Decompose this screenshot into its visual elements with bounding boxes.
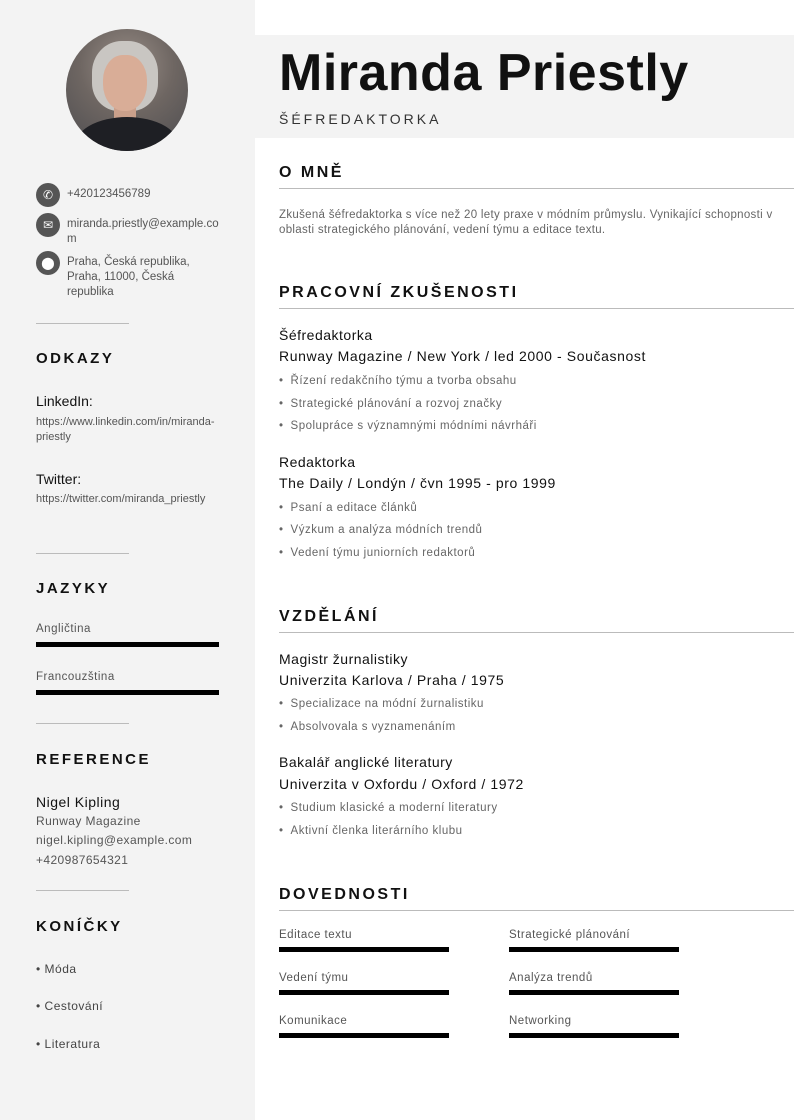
skill-name: Komunikace [279,1015,348,1027]
job-bullet: • Psaní a editace článků [279,502,417,514]
links-heading: ODKAZY [36,350,115,367]
profile-title: ŠÉFREDAKTORKA [279,111,442,127]
section-divider [279,632,794,633]
twitter-url[interactable]: https://twitter.com/miranda_priestly [36,493,206,505]
job-bullet: • Výzkum a analýza módních trendů [279,524,482,536]
twitter-label: Twitter: [36,471,82,487]
email-text[interactable]: miranda.priestly@example.com [67,218,219,245]
skill-level-bar [279,1033,449,1038]
hobby-item: • Literatura [36,1037,101,1051]
language-level-bar [36,642,219,647]
skill-name: Networking [509,1015,572,1027]
sidebar [0,0,255,1120]
linkedin-label: LinkedIn: [36,393,93,409]
sidebar-divider [36,553,129,554]
reference-company: Runway Magazine [36,814,141,828]
job-org: The Daily / Londýn / čvn 1995 - pro 1999 [279,475,556,491]
education-degree: Magistr žurnalistiky [279,651,409,667]
contact-address [36,251,226,300]
sidebar-divider [36,323,129,324]
sidebar-divider [36,723,129,724]
hobbies-heading: KONÍČKY [36,918,123,935]
section-divider [279,910,794,911]
reference-phone: +420987654321 [36,853,129,867]
phone-icon: ✆ [36,183,60,207]
job-role: Redaktorka [279,454,356,470]
education-bullet: • Studium klasické a moderní literatury [279,802,498,814]
skill-name: Vedení týmu [279,972,349,984]
job-bullet: • Řízení redakčního týmu a tvorba obsahu [279,375,517,387]
phone-text: +420123456789 [67,188,151,200]
job-bullet: • Spolupráce s významnými módními návrháři [279,420,537,432]
linkedin-url[interactable]: https://www.linkedin.com/in/miranda-priestly [36,416,215,443]
skill-level-bar [509,1033,679,1038]
skill-name: Strategické plánování [509,929,631,941]
profile-photo [66,29,188,151]
skill-level-bar [509,947,679,952]
job-role: Šéfredaktorka [279,327,373,343]
hobby-item: • Cestování [36,999,104,1013]
contact-email[interactable] [36,213,226,247]
location-pin-icon: ⬤ [36,251,60,275]
language-level-bar [36,690,219,695]
section-divider [279,188,794,189]
about-heading: O MNĚ [279,164,344,181]
languages-heading: JAZYKY [36,580,111,597]
address-text: Praha, Česká republika, Praha, 11000, Česká republika [67,256,190,298]
reference-name: Nigel Kipling [36,794,121,810]
profile-name: Miranda Priestly [279,44,689,102]
reference-email[interactable]: nigel.kipling@example.com [36,833,193,847]
about-text: Zkušená šéfredaktorka s více než 20 lety praxe v módním průmyslu. Vynikající schopnosti v oblasti strategického plánování, vedení týmu a editace textu. [279,209,773,236]
education-degree: Bakalář anglické literatury [279,754,453,770]
job-bullet: • Vedení týmu juniorních redaktorů [279,547,475,559]
skill-level-bar [509,990,679,995]
education-org: Univerzita v Oxfordu / Oxford / 1972 [279,776,524,792]
education-bullet: • Aktivní členka literárního klubu [279,825,463,837]
section-divider [279,308,794,309]
job-bullet: • Strategické plánování a rozvoj značky [279,398,502,410]
contact-phone [36,183,226,207]
language-name: Francouzština [36,671,115,683]
reference-heading: REFERENCE [36,751,152,768]
sidebar-divider [36,890,129,891]
education-org: Univerzita Karlova / Praha / 1975 [279,672,505,688]
mail-icon: ✉ [36,213,60,237]
job-org: Runway Magazine / New York / led 2000 - Současnost [279,348,646,364]
skill-level-bar [279,947,449,952]
hobby-item: • Móda [36,962,77,976]
skill-level-bar [279,990,449,995]
skills-heading: DOVEDNOSTI [279,886,410,903]
skill-name: Analýza trendů [509,972,593,984]
education-bullet: • Absolvovala s vyznamenáním [279,721,456,733]
language-name: Angličtina [36,623,91,635]
education-bullet: • Specializace na módní žurnalistiku [279,698,484,710]
experience-heading: PRACOVNÍ ZKUŠENOSTI [279,284,519,301]
education-heading: VZDĚLÁNÍ [279,608,379,625]
skill-name: Editace textu [279,929,352,941]
